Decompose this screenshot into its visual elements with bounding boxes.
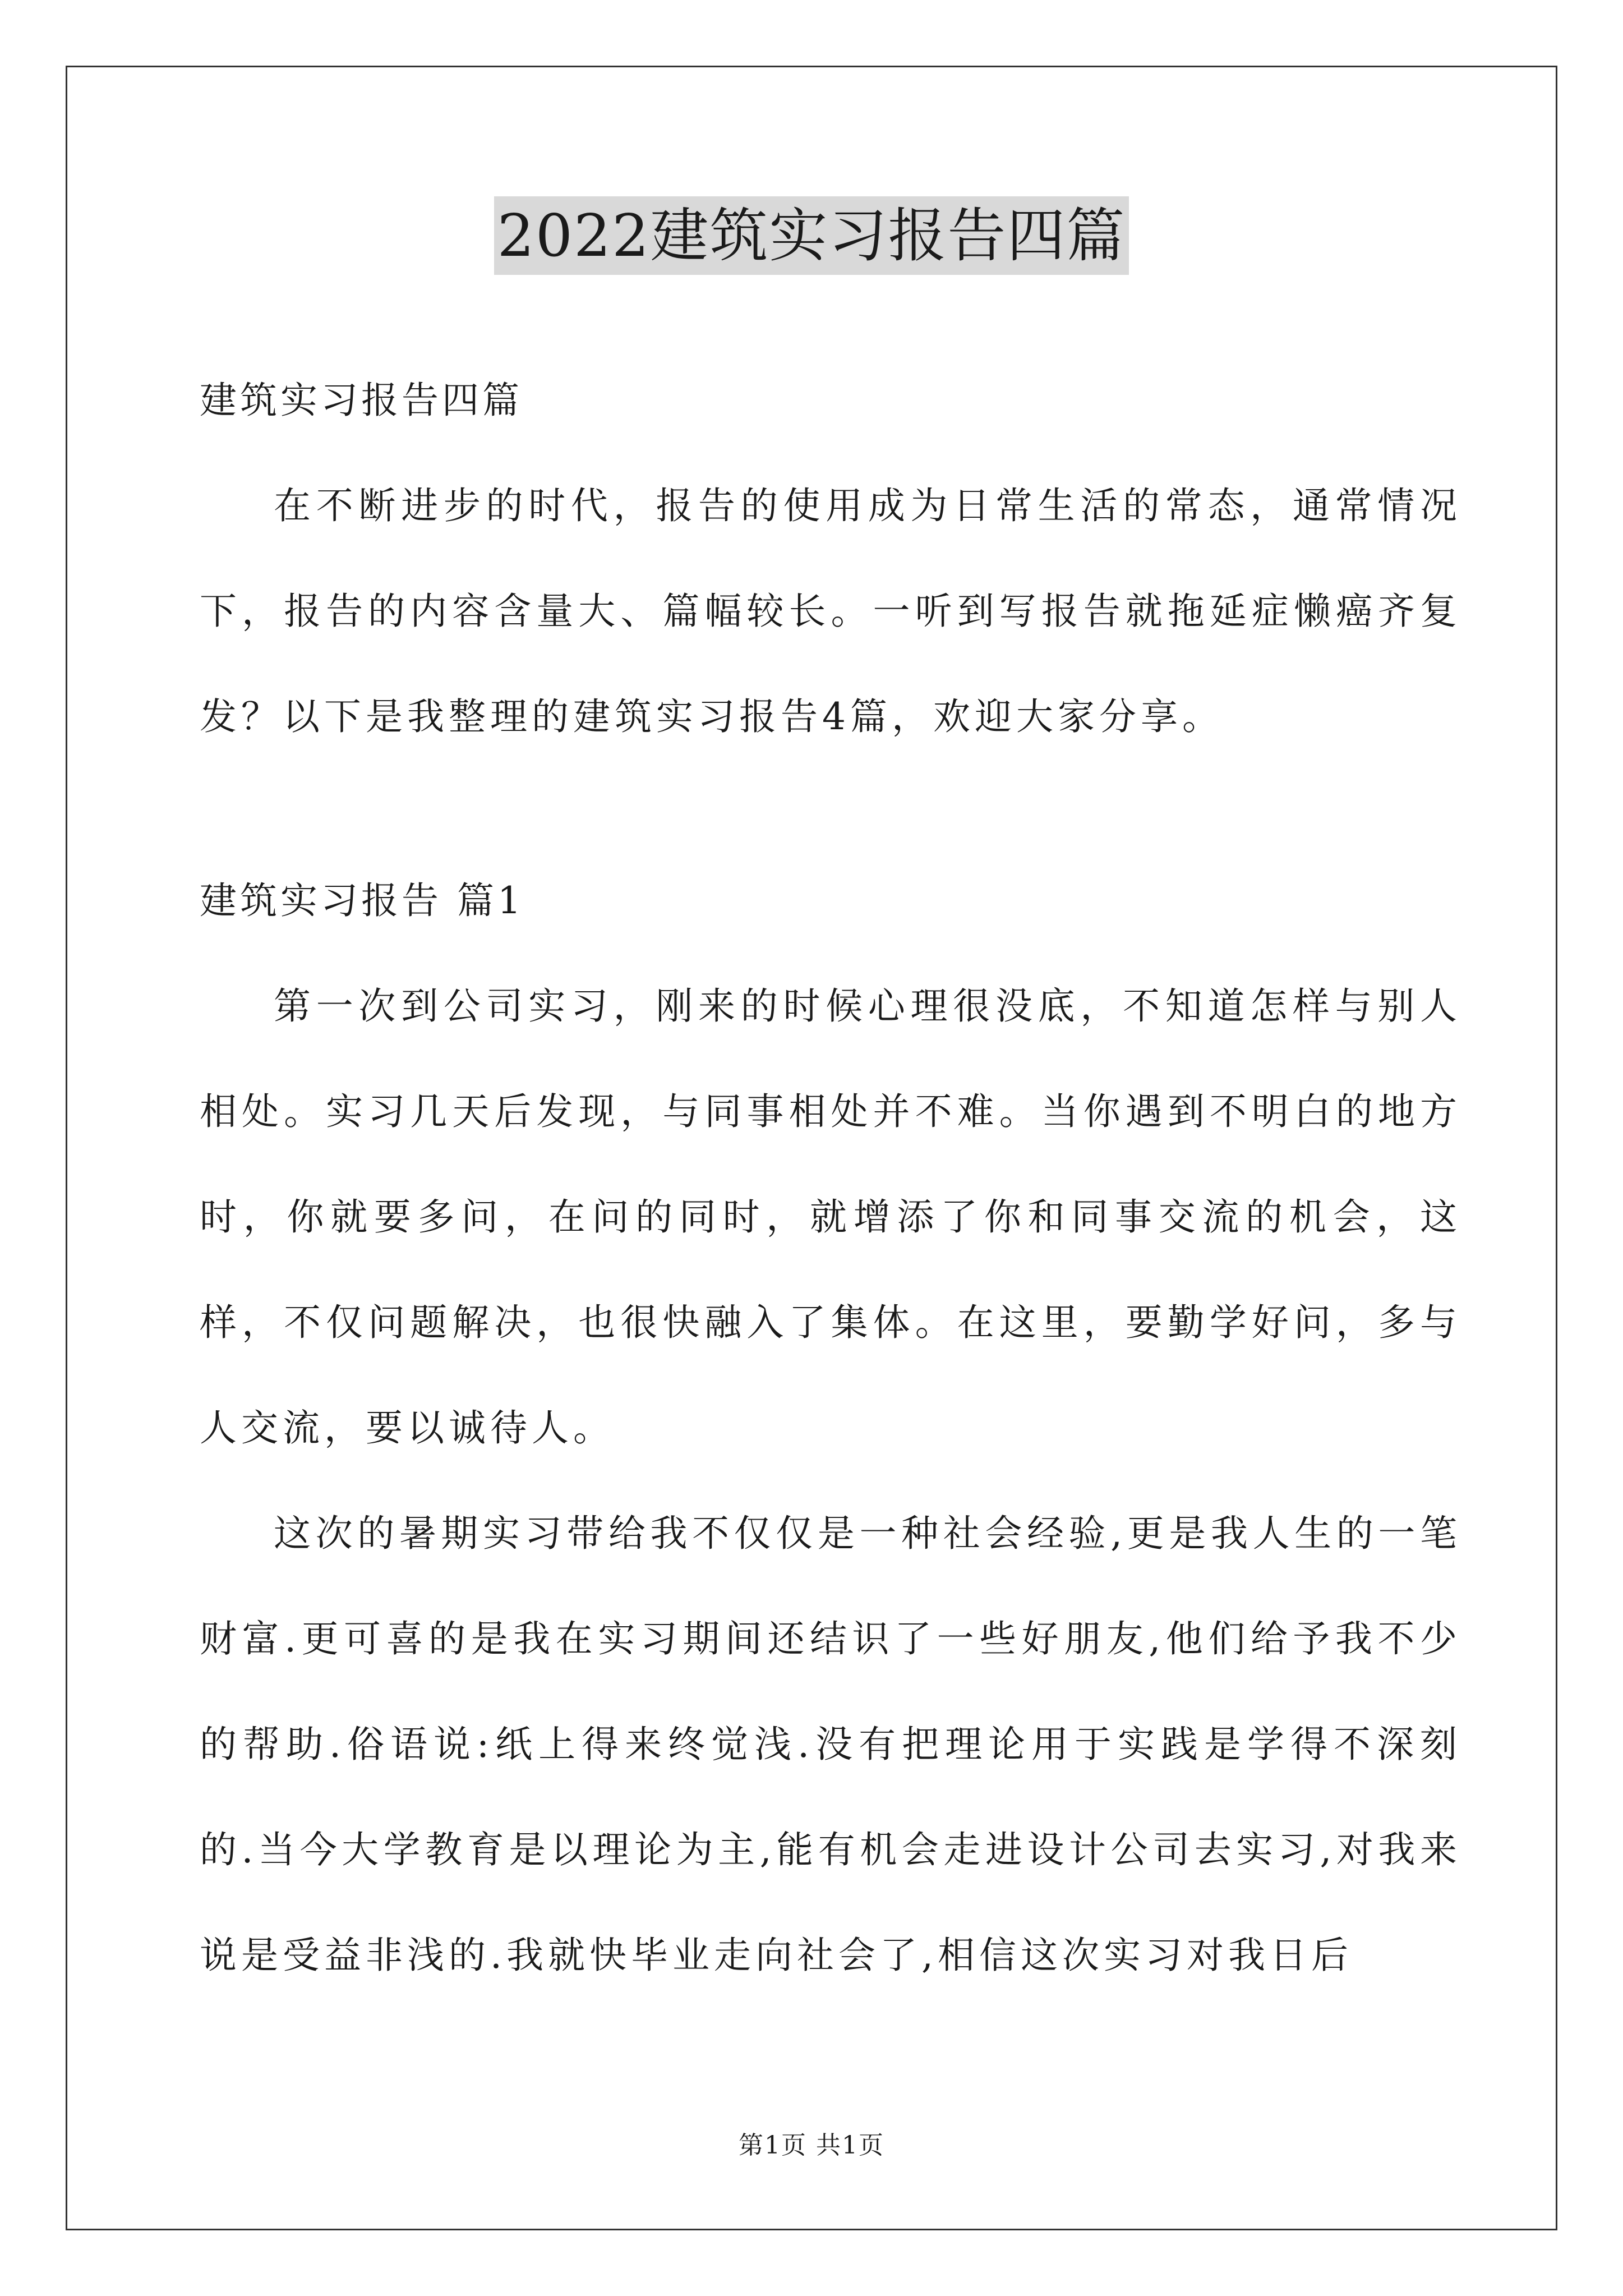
intro-paragraph: 在不断进步的时代，报告的使用成为日常生活的常态，通常情况下，报告的内容含量大、篇幅较长。一听到写报告就拖延症懒癌齐复发？以下是我整理的建筑实习报告4篇，欢迎大家分享。	[200, 484, 1461, 738]
page-footer: 第1页 共1页	[739, 2131, 884, 2160]
document-body	[200, 348, 1461, 2008]
document-title: 2022建筑实习报告四篇	[494, 196, 1129, 275]
spacer	[200, 770, 1461, 848]
body-paragraph: 第一次到公司实习，刚来的时候心理很没底，不知道怎样与别人相处。实习几天后发现，与同事相处并不难。当你遇到不明白的地方时，你就要多问，在问的同时，就增添了你和同事交流的机会，这样，不仅问题解决，也很快融入了集体。在这里，要勤学好问，多与人交流，要以诚待人。	[200, 984, 1461, 1450]
body-paragraph: 这次的暑期实习带给我不仅仅是一种社会经验,更是我人生的一笔财富.更可喜的是我在实习期间还结识了一些好朋友,他们给予我不少的帮助.俗语说:纸上得来终觉浅.没有把理论用于实践是学得不深刻的.当今大学教育是以理论为主,能有机会走进设计公司去实习,对我来说是受益非浅的.我就快毕业走向社会了,相信这次实习对我日后	[200, 1512, 1461, 1977]
document-subtitle: 建筑实习报告四篇	[200, 379, 523, 422]
title-wrapper	[0, 196, 1623, 275]
section-heading: 建筑实习报告 篇1	[200, 879, 524, 922]
